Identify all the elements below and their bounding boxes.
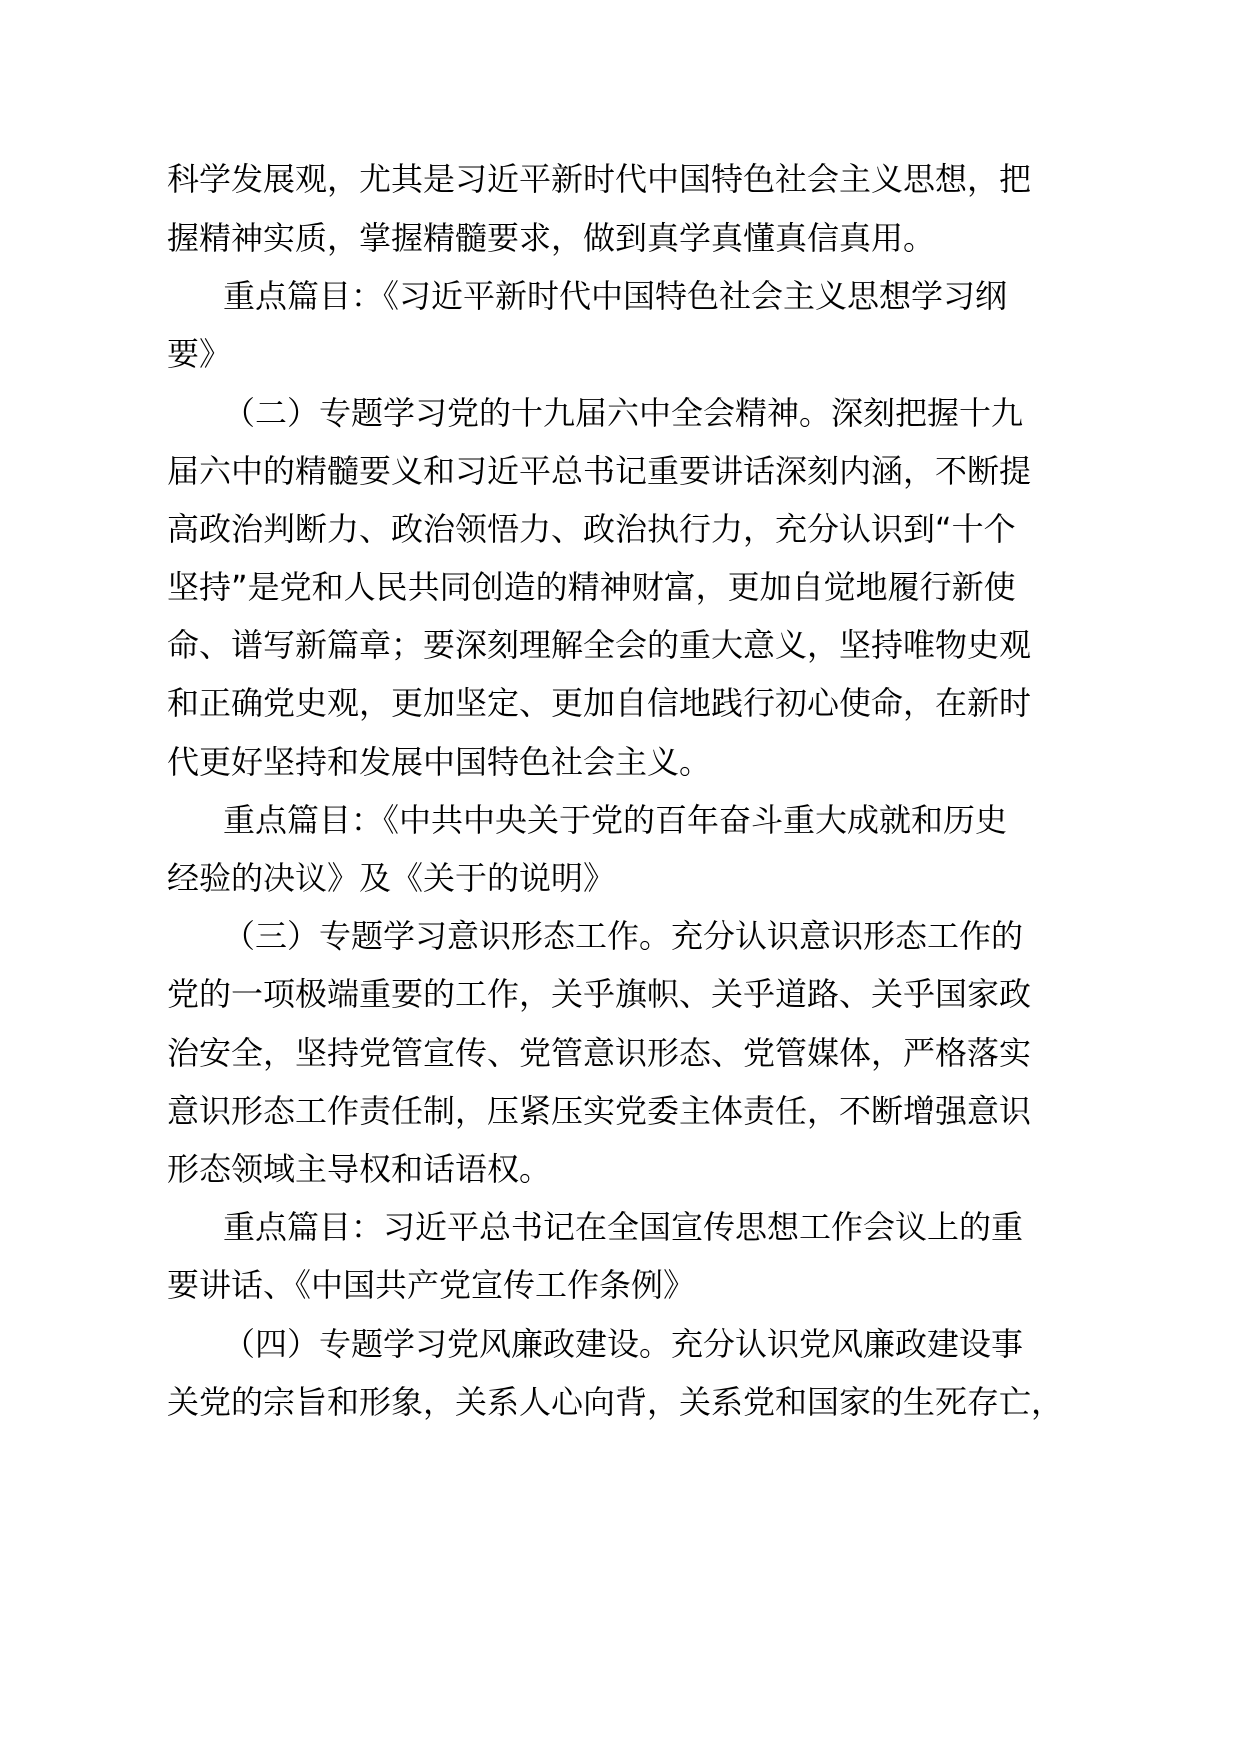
text-line: 握精神实质，掌握精髓要求，做到真学真懂真信真用。 bbox=[167, 219, 936, 257]
text-line: 关党的宗旨和形象，关系人心向背，关系党和国家的生死存亡， bbox=[167, 1383, 1064, 1421]
text-line: 重点篇目：《中共中央关于党的百年奋斗重大成就和历史 bbox=[223, 801, 1008, 839]
text-line: 要》 bbox=[167, 335, 232, 373]
text-line: （二）专题学习党的十九届六中全会精神。深刻把握十九 bbox=[223, 394, 1024, 432]
text-line: 党的一项极端重要的工作，关乎旗帜、关乎道路、关乎国家政 bbox=[167, 975, 1032, 1013]
text-line: （四）专题学习党风廉政建设。充分认识党风廉政建设事 bbox=[223, 1325, 1024, 1363]
text-line: 高政治判断力、政治领悟力、政治执行力，充分认识到“十个 bbox=[167, 510, 1016, 548]
text-line: 和正确党史观，更加坚定、更加自信地践行初心使命，在新时 bbox=[167, 684, 1032, 722]
text-line: 重点篇目：《习近平新时代中国特色社会主义思想学习纲 bbox=[223, 277, 1008, 315]
text-line: 形态领域主导权和话语权。 bbox=[167, 1150, 552, 1188]
text-line: （三）专题学习意识形态工作。充分认识意识形态工作的 bbox=[223, 917, 1024, 955]
text-line: 要讲话、《中国共产党宣传工作条例》 bbox=[167, 1266, 696, 1304]
text-line: 命、谱写新篇章；要深刻理解全会的重大意义，坚持唯物史观 bbox=[167, 626, 1032, 664]
text-line: 届六中的精髓要义和习近平总书记重要讲话深刻内涵，不断提 bbox=[167, 452, 1032, 490]
text-line: 经验的决议》及《关于的说明》 bbox=[167, 859, 616, 897]
text-line: 科学发展观，尤其是习近平新时代中国特色社会主义思想，把 bbox=[167, 160, 1032, 198]
text-line: 代更好坚持和发展中国特色社会主义。 bbox=[167, 743, 712, 781]
text-line: 治安全，坚持党管宣传、党管意识形态、党管媒体，严格落实 bbox=[167, 1034, 1032, 1072]
text-line: 意识形态工作责任制，压紧压实党委主体责任，不断增强意识 bbox=[167, 1092, 1032, 1130]
text-line: 坚持”是党和人民共同创造的精神财富，更加自觉地履行新使 bbox=[167, 568, 1016, 606]
text-line: 重点篇目：习近平总书记在全国宣传思想工作会议上的重 bbox=[223, 1208, 1024, 1246]
